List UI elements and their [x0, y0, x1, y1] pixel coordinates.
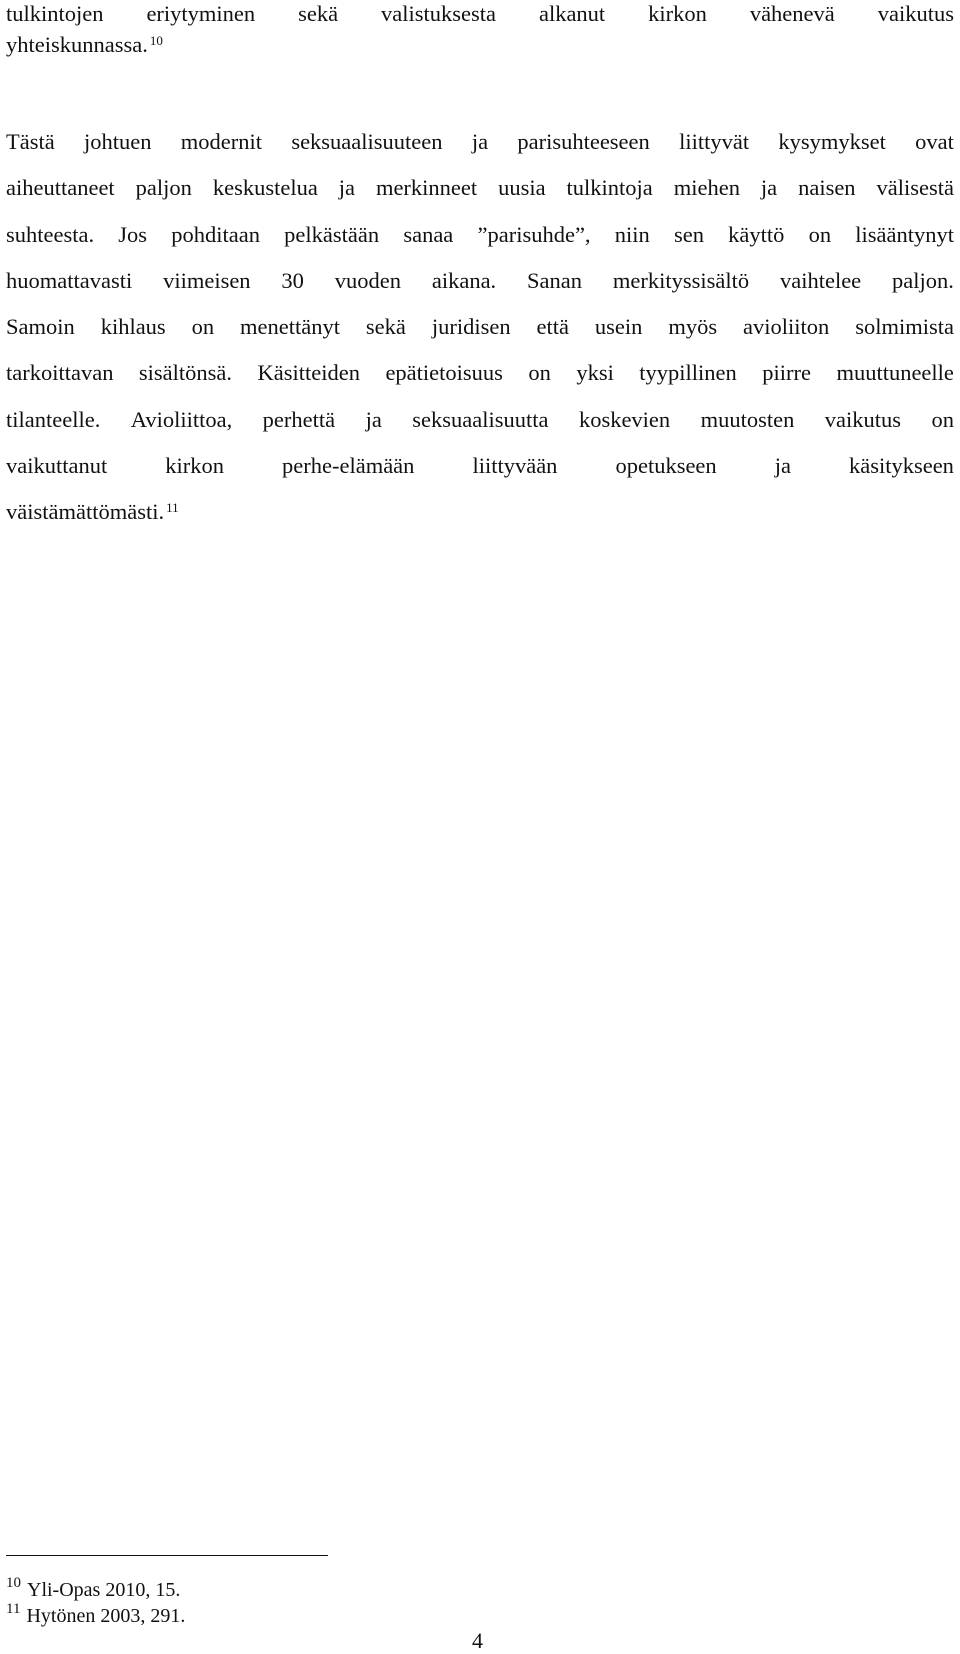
word: paljon.	[892, 268, 954, 293]
word: muuttuneelle	[836, 360, 954, 385]
word: tyypillinen	[639, 360, 737, 385]
word: ja	[774, 453, 791, 478]
page-number: 4	[472, 1628, 483, 1653]
word: kirkon	[165, 453, 224, 478]
word: menettänyt	[240, 314, 340, 339]
word: Tästä	[6, 129, 55, 154]
word: lisääntynyt	[855, 222, 954, 247]
word: merkinneet	[375, 175, 478, 200]
footnote-text: Yli-Opas 2010, 15.	[27, 1579, 181, 1601]
word: seksuaalisuuteen	[291, 129, 443, 154]
word: juridisen	[431, 314, 511, 339]
line-text: väistämättömästi.	[6, 499, 165, 524]
word: aiheuttaneet	[6, 175, 115, 200]
word: ovat	[915, 129, 954, 154]
word: että	[536, 314, 569, 339]
word: sekä	[365, 314, 406, 339]
word: sisältönsä.	[138, 360, 233, 385]
word: avioliiton	[743, 314, 830, 339]
word: vaikuttanut	[6, 453, 108, 478]
text-line	[6, 406, 954, 434]
word: vuoden	[334, 268, 401, 293]
word: vähenevä	[749, 1, 835, 26]
text-line	[6, 31, 163, 59]
footnote-reference: 10	[149, 33, 163, 48]
word: vaihtelee	[779, 268, 862, 293]
word: tarkoittavan	[6, 360, 114, 385]
word: myös	[668, 314, 718, 339]
word: Sanan	[527, 268, 583, 293]
word: pelkästään	[284, 222, 380, 247]
word: muutosten	[700, 407, 795, 432]
word: piirre	[762, 360, 811, 385]
word: parisuhteeseen	[517, 129, 650, 154]
word: tulkintojen	[6, 1, 104, 26]
word: epätietoisuus	[385, 360, 503, 385]
word: viimeisen	[163, 268, 251, 293]
word: seksuaalisuutta	[412, 407, 549, 432]
word: valistuksesta	[381, 1, 497, 26]
text-line	[6, 498, 179, 526]
word: perhe-elämään	[282, 453, 415, 478]
word: miehen	[673, 175, 740, 200]
document-page	[6, 0, 954, 1653]
word: keskustelua	[212, 175, 318, 200]
word: Samoin	[6, 314, 75, 339]
word: pohditaan	[171, 222, 260, 247]
text-line	[6, 267, 954, 295]
word: on	[931, 407, 954, 432]
text-line	[6, 128, 954, 156]
word: välisestä	[876, 175, 954, 200]
text-line	[6, 452, 954, 480]
word: sen	[673, 222, 704, 247]
word: huomattavasti	[6, 268, 133, 293]
word: perhettä	[262, 407, 336, 432]
word: ”parisuhde”,	[477, 222, 591, 247]
footnote	[6, 1601, 186, 1628]
word: uusia	[498, 175, 546, 200]
text-line	[6, 359, 954, 387]
word: suhteesta.	[6, 222, 95, 247]
word: on	[528, 360, 551, 385]
line-text: yhteiskunnassa.	[6, 32, 148, 57]
word: sanaa	[403, 222, 454, 247]
word: käsitykseen	[848, 453, 954, 478]
word: tulkintoja	[566, 175, 653, 200]
word: liittyvään	[472, 453, 558, 478]
word: ja	[338, 175, 355, 200]
text-line	[6, 221, 954, 249]
word: käyttö	[728, 222, 785, 247]
footnote-number: 11	[6, 1601, 21, 1617]
word: vaikutus	[824, 407, 902, 432]
word: yksi	[576, 360, 614, 385]
word: on	[191, 314, 215, 339]
word: eriytyminen	[146, 1, 256, 26]
word: 30	[281, 268, 304, 293]
text-line	[6, 313, 954, 341]
word: merkityssisältö	[612, 268, 750, 293]
word: opetukseen	[615, 453, 717, 478]
word: naisen	[798, 175, 856, 200]
word: kysymykset	[778, 129, 886, 154]
footnote-text: Hytönen 2003, 291.	[26, 1605, 186, 1627]
word: tilanteelle.	[6, 407, 101, 432]
text-line	[6, 174, 954, 202]
word: modernit	[180, 129, 263, 154]
word: johtuen	[84, 129, 152, 154]
text-line	[6, 0, 954, 28]
word: sekä	[298, 1, 339, 26]
footnote	[6, 1575, 181, 1602]
word: vaikutus	[877, 1, 954, 26]
word: liittyvät	[679, 129, 750, 154]
word: on	[808, 222, 832, 247]
word: kirkon	[648, 1, 707, 26]
word: aikana.	[431, 268, 497, 293]
word: solmimista	[855, 314, 954, 339]
footnote-separator	[6, 1555, 328, 1556]
word: Avioliittoa,	[130, 407, 233, 432]
word: niin	[614, 222, 650, 247]
word: ja	[471, 129, 489, 154]
word: ja	[760, 175, 778, 200]
word: alkanut	[538, 1, 606, 26]
footnote-number: 10	[6, 1575, 21, 1591]
word: usein	[594, 314, 643, 339]
word: ja	[365, 407, 382, 432]
word: paljon	[135, 175, 192, 200]
word: Jos	[118, 222, 148, 247]
word: Käsitteiden	[257, 360, 360, 385]
word: kihlaus	[100, 314, 166, 339]
footnote-reference: 11	[166, 500, 179, 515]
word: koskevien	[578, 407, 671, 432]
